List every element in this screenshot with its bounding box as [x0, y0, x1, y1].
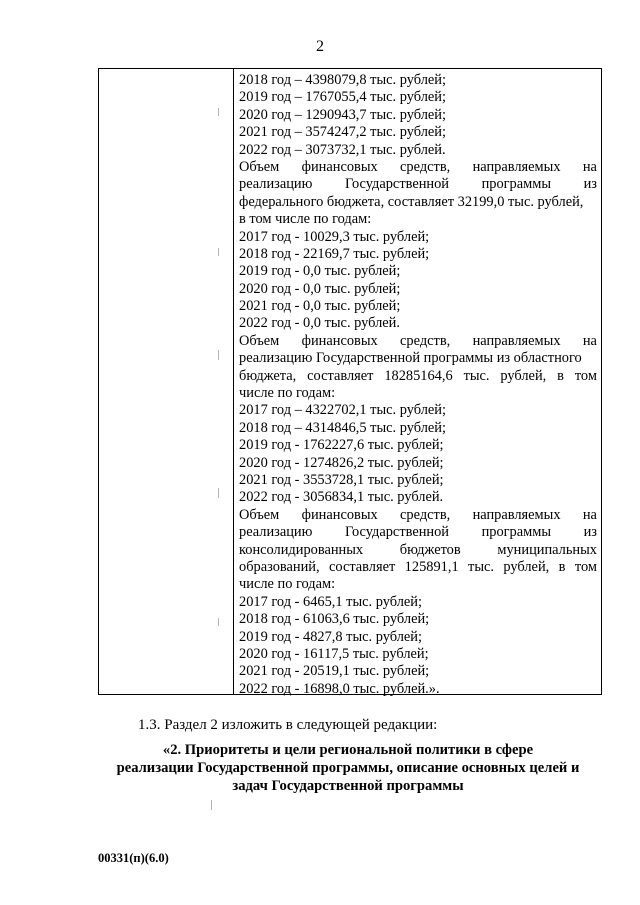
word: реализацию [239, 524, 313, 541]
regional-year-line: 2022 год – 3073732,1 тыс. рублей. [239, 141, 446, 158]
word: средств, [400, 506, 451, 523]
oblast-para-line [239, 368, 597, 385]
federal-para-line [239, 176, 597, 193]
word: финансовых [301, 506, 378, 523]
oblast-year-line: 2022 год - 3056834,1 тыс. рублей. [239, 489, 444, 506]
scan-artifact [218, 488, 219, 498]
word: Государственной [344, 524, 450, 541]
scan-artifact [218, 618, 219, 626]
program-funding-table [98, 68, 602, 695]
scan-artifact [218, 248, 219, 256]
paragraph-1-3: 1.3. Раздел 2 изложить в следующей редакции: [138, 717, 438, 733]
word: на [582, 158, 597, 175]
federal-year-line: 2020 год - 0,0 тыс. рублей; [239, 280, 401, 297]
municipal-year-line: 2019 год - 4827,8 тыс. рублей; [239, 628, 422, 645]
word: на [582, 332, 597, 349]
word: том [574, 367, 597, 384]
oblast-year-line: 2021 год - 3553728,1 тыс. рублей; [239, 471, 444, 488]
oblast-year-line: 2017 год – 4322702,1 тыс. рублей; [239, 402, 446, 419]
word: 18285164,6 [384, 367, 453, 384]
document-code: 00331(п)(6.0) [98, 851, 169, 865]
word: бюджета, [239, 367, 297, 384]
oblast-para-line: реализацию Государственной программы из областного [239, 350, 582, 367]
municipal-year-line: 2018 год - 61063,6 тыс. рублей; [239, 611, 430, 628]
municipal-para-line [239, 524, 597, 541]
federal-year-line: 2018 год - 22169,7 тыс. рублей; [239, 245, 430, 262]
word: реализацию [239, 176, 313, 193]
municipal-year-line: 2021 год - 20519,1 тыс. рублей; [239, 663, 430, 680]
federal-year-line: 2021 год - 0,0 тыс. рублей; [239, 298, 401, 315]
word: из [583, 176, 597, 193]
word: муниципальных [497, 541, 597, 558]
municipal-year-line: 2020 год - 16117,5 тыс. рублей; [239, 645, 429, 662]
word: составляет [329, 558, 396, 575]
regional-year-line: 2020 год – 1290943,7 тыс. рублей; [239, 106, 446, 123]
word: том [574, 558, 597, 575]
regional-year-line: 2021 год – 3574247,2 тыс. рублей; [239, 124, 446, 141]
word: тыс. [463, 367, 490, 384]
word: Объем [239, 332, 280, 349]
word: на [582, 506, 597, 523]
scan-artifact [218, 108, 219, 116]
section-heading [96, 741, 600, 795]
federal-para-line: в том числе по годам: [239, 211, 372, 228]
word: Объем [239, 158, 280, 175]
word: бюджетов [399, 541, 461, 558]
page-number: 2 [316, 38, 324, 55]
federal-year-line: 2017 год - 10029,3 тыс. рублей; [239, 228, 430, 245]
scan-artifact [218, 350, 219, 360]
funding-cell [239, 72, 597, 698]
municipal-para-line [239, 507, 597, 524]
word: образований, [239, 558, 320, 575]
word: направляемых [472, 158, 561, 175]
word: финансовых [301, 158, 378, 175]
scan-artifact [211, 800, 212, 810]
municipal-para-line [239, 542, 597, 559]
municipal-year-line: 2017 год - 6465,1 тыс. рублей; [239, 593, 422, 610]
federal-para-line [239, 159, 597, 176]
federal-year-line: 2022 год - 0,0 тыс. рублей. [239, 315, 400, 332]
word: направляемых [472, 506, 561, 523]
oblast-year-line: 2018 год – 4314846,5 тыс. рублей; [239, 419, 446, 436]
word: из [583, 524, 597, 541]
oblast-para-line [239, 333, 597, 350]
word: рублей, [500, 367, 547, 384]
oblast-year-line: 2020 год - 1274826,2 тыс. рублей; [239, 454, 444, 471]
word: финансовых [301, 332, 378, 349]
word: Объем [239, 506, 280, 523]
word: средств, [400, 158, 451, 175]
oblast-year-line: 2019 год - 1762227,6 тыс. рублей; [239, 437, 444, 454]
word: рублей, [503, 558, 550, 575]
word: в [557, 367, 564, 384]
word: направляемых [472, 332, 561, 349]
regional-year-line: 2019 год – 1767055,4 тыс. рублей; [239, 89, 446, 106]
column-divider [233, 69, 234, 694]
oblast-para-line: числе по годам: [239, 385, 336, 402]
word: консолидированных [239, 541, 364, 558]
section-heading-line: задач Государственной программы [232, 778, 464, 794]
regional-year-line: 2018 год – 4398079,8 тыс. рублей; [239, 72, 446, 88]
word: средств, [400, 332, 451, 349]
word: составляет [307, 367, 374, 384]
word: 125891,1 [404, 558, 459, 575]
section-heading-line: реализации Государственной программы, описание основных целей и [116, 760, 580, 776]
municipal-para-line [239, 559, 597, 576]
word: тыс. [468, 558, 494, 575]
word: программы [481, 176, 552, 193]
municipal-para-line: числе по годам: [239, 576, 336, 593]
word: программы [481, 524, 552, 541]
section-heading-line: «2. Приоритеты и цели региональной политики в сфере [162, 742, 534, 758]
word: Государственной [344, 176, 450, 193]
federal-year-line: 2019 год - 0,0 тыс. рублей; [239, 263, 401, 280]
municipal-year-line: 2022 год - 16898,0 тыс. рублей.». [239, 680, 440, 697]
federal-para-line: федерального бюджета, составляет 32199,0 тыс. рублей, [239, 193, 584, 210]
word: в [558, 558, 566, 575]
